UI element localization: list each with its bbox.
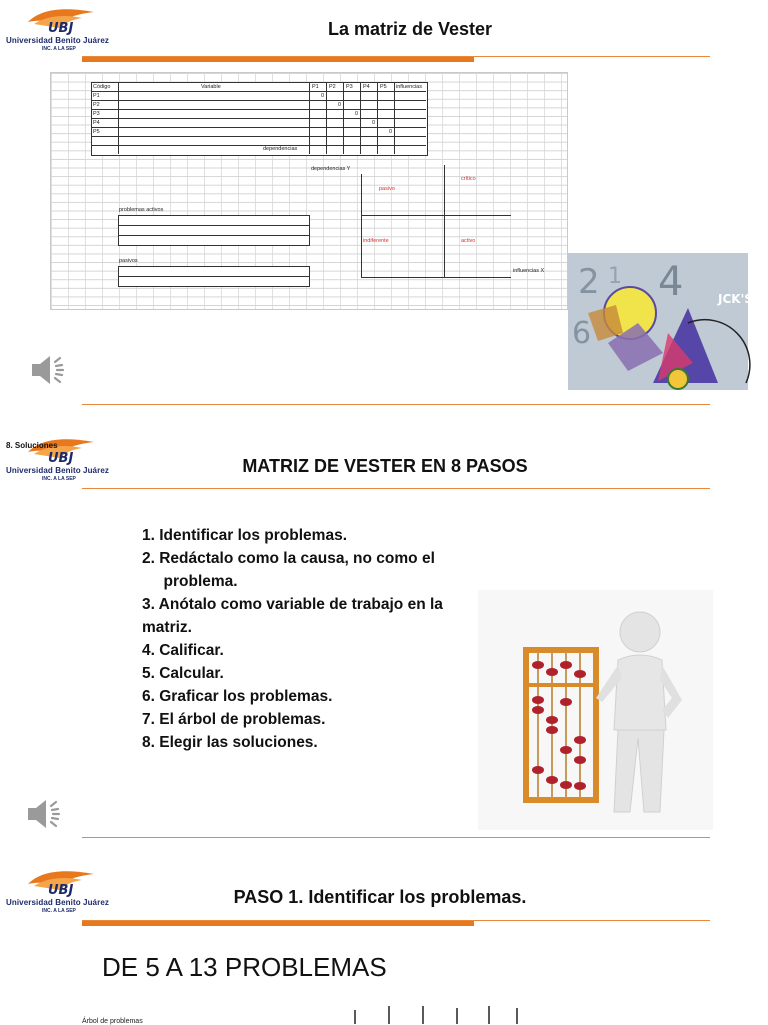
header-variable: Variable bbox=[201, 84, 221, 90]
quadrant-pasivo: pasivo bbox=[379, 186, 395, 192]
svg-text:4: 4 bbox=[658, 259, 684, 305]
eagle-logo-icon bbox=[20, 866, 100, 896]
diag-zero-5: 0 bbox=[389, 129, 393, 135]
steps-list bbox=[142, 524, 487, 754]
university-subtitle: INC. A LA SEP bbox=[42, 46, 76, 52]
eagle-logo-icon bbox=[20, 4, 100, 34]
row-label-p1: P1 bbox=[93, 93, 100, 99]
row-label-p5: P5 bbox=[93, 129, 100, 135]
header-codigo: Código bbox=[93, 84, 111, 90]
svg-text:2: 2 bbox=[578, 262, 600, 302]
step-3-cont: matriz. bbox=[142, 619, 192, 636]
svg-text:UBJ: UBJ bbox=[48, 451, 74, 466]
step-5: 5. Calcular. bbox=[142, 665, 224, 682]
step-1: 1. Identificar los problemas. bbox=[142, 527, 348, 544]
step-3: 3. Anótalo como variable de trabajo en la bbox=[142, 596, 443, 613]
step-6: 6. Graficar los problemas. bbox=[142, 688, 333, 705]
header-p5: P5 bbox=[380, 84, 387, 90]
slide2-corner-label: 8. Soluciones bbox=[6, 441, 58, 450]
quadrant-critico: crítico bbox=[461, 176, 476, 182]
svg-text:1: 1 bbox=[608, 264, 622, 289]
slide-divider-1 bbox=[82, 404, 710, 405]
slide2-title: MATRIZ DE VESTER EN 8 PASOS bbox=[242, 456, 528, 476]
slide-divider-2 bbox=[82, 837, 710, 838]
row-label-p3: P3 bbox=[93, 111, 100, 117]
university-logo bbox=[2, 4, 122, 56]
svg-text:6: 6 bbox=[572, 316, 592, 351]
diag-zero-2: 0 bbox=[338, 102, 342, 108]
dependencias-row-label: dependencias bbox=[263, 146, 298, 152]
university-subtitle: INC. A LA SEP bbox=[42, 908, 76, 914]
step-2: 2. Redáctalo como la causa, no como el bbox=[142, 550, 435, 567]
y-axis-label: dependencias Y bbox=[311, 166, 351, 172]
row-label-p2: P2 bbox=[93, 102, 100, 108]
vester-spreadsheet bbox=[50, 72, 568, 310]
university-name: Universidad Benito Juárez bbox=[6, 898, 109, 907]
tree-diagram-top bbox=[345, 1006, 525, 1024]
slide1-title: La matriz de Vester bbox=[327, 19, 493, 39]
slide3-heading: DE 5 A 13 PROBLEMAS bbox=[102, 952, 387, 982]
university-name: Universidad Benito Juárez bbox=[6, 466, 109, 475]
quadrant-horizontal bbox=[361, 215, 511, 216]
header-p2: P2 bbox=[329, 84, 336, 90]
header-p3: P3 bbox=[346, 84, 353, 90]
x-axis bbox=[361, 277, 511, 278]
step-7: 7. El árbol de problemas. bbox=[142, 711, 326, 728]
header-p4: P4 bbox=[363, 84, 370, 90]
tree-caption: Árbol de problemas bbox=[82, 1018, 143, 1025]
row-label-p4: P4 bbox=[93, 120, 100, 126]
slide2-rule bbox=[82, 488, 710, 489]
step-2-cont: problema. bbox=[142, 573, 238, 590]
university-subtitle: INC. A LA SEP bbox=[42, 476, 76, 482]
university-logo-3 bbox=[2, 866, 122, 918]
y-axis bbox=[361, 174, 362, 278]
problemas-activos-box bbox=[118, 215, 310, 246]
step-8: 8. Elegir las soluciones. bbox=[142, 734, 318, 751]
quadrant-activo: activo bbox=[461, 238, 476, 244]
pasivos-label: pasivos bbox=[119, 258, 138, 264]
problemas-activos-label: problemas activos bbox=[119, 207, 164, 213]
slide3-rule-thick bbox=[82, 921, 474, 926]
svg-text:JCK'S: JCK'S bbox=[718, 292, 753, 306]
speaker-icon-2[interactable] bbox=[24, 794, 64, 834]
header-p1: P1 bbox=[312, 84, 319, 90]
diag-zero-3: 0 bbox=[355, 111, 359, 117]
slide3-title: PASO 1. Identificar los problemas. bbox=[233, 887, 527, 907]
x-axis-label: influencias X bbox=[513, 268, 545, 274]
slide1-rule-thick bbox=[82, 57, 474, 62]
quadrant-vertical bbox=[444, 165, 445, 277]
speaker-icon[interactable] bbox=[28, 350, 68, 390]
quadrant-indiferente: indiferente bbox=[363, 238, 389, 244]
math-collage-image bbox=[568, 253, 753, 390]
diag-zero-4: 0 bbox=[372, 120, 376, 126]
figure-with-abacus-image bbox=[478, 590, 713, 830]
header-influencias: influencias bbox=[396, 84, 422, 90]
svg-text:UBJ: UBJ bbox=[48, 883, 74, 898]
university-name: Universidad Benito Juárez bbox=[6, 36, 109, 45]
svg-text:UBJ: UBJ bbox=[48, 21, 74, 36]
diag-zero-1: 0 bbox=[321, 93, 325, 99]
step-4: 4. Calificar. bbox=[142, 642, 224, 659]
